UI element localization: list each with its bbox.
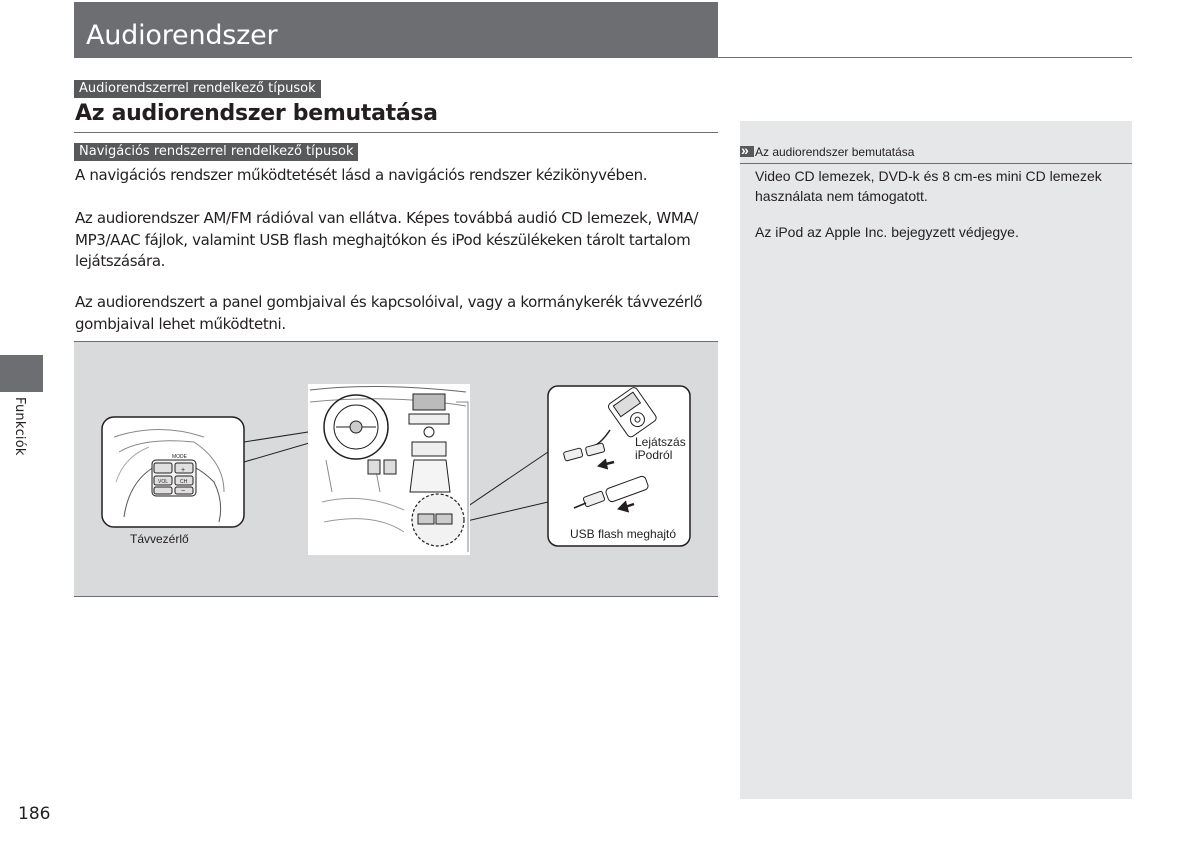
sidebar-note-discs: Video CD lemezek, DVD-k és 8 cm-es mini CD lemezek használata nem támogatott. [755, 168, 1102, 204]
notes-sidebar [740, 121, 1132, 799]
chapter-header-rule [718, 57, 1132, 58]
sidebar-title [740, 144, 1132, 164]
remote-mode-label: MODE [172, 454, 187, 460]
usb-ipod-inset [548, 386, 690, 546]
audio-system-illustration [74, 341, 718, 597]
dashboard-drawing [308, 384, 470, 555]
ipod-playback-label-line1: Lejátszás [635, 435, 686, 449]
illustration-drawing [74, 342, 718, 598]
remote-ch-label: CH [180, 479, 188, 485]
remote-plus-label: + [181, 467, 186, 474]
page-number: 186 [18, 804, 51, 824]
usb-flash-drive-label: USB flash meghajtó [570, 527, 677, 541]
chapter-side-tab [0, 355, 43, 392]
steering-remote-inset [102, 417, 244, 527]
remote-control-label: Távvezérlő [130, 532, 189, 546]
heading-rule [74, 132, 718, 133]
remote-vol-label: VOL [158, 479, 169, 485]
chapter-title: Audiorendszer [86, 20, 278, 51]
sidebar-note-trademark: Az iPod az Apple Inc. bejegyzett védjegye. [755, 224, 1019, 240]
paragraph-navigation-reference: A navigációs rendszer működtetését lásd a navigációs rendszer kézikönyvében. [75, 166, 648, 184]
paragraph-audio-features: Az audiorendszer AM/FM rádióval van ellátva. Képes továbbá audió CD lemezek, WMA/ MP3/AAC fájlok, valamint USB flash meghajtókon és iPod készülékeken tárolt tartalom lejátszására. [75, 209, 699, 270]
ipod-playback-label-line2: iPodról [635, 448, 673, 462]
reference-arrow-icon [740, 146, 754, 157]
remote-minus-label: − [181, 488, 186, 495]
models-tag: Audiorendszerrel rendelkező típusok [74, 80, 321, 98]
section-heading: Az audiorendszer bemutatása [75, 101, 438, 126]
chapter-side-label: Funkciók [12, 397, 27, 456]
paragraph-controls: Az audiorendszert a panel gombjaival és kapcsolóival, vagy a kormánykerék távvezérlő gombjaival lehet működtetni. [75, 293, 703, 333]
sidebar-title-text: Az audiorendszer bemutatása [755, 145, 915, 159]
navigation-models-tag: Navigációs rendszerrel rendelkező típusok [74, 143, 358, 161]
